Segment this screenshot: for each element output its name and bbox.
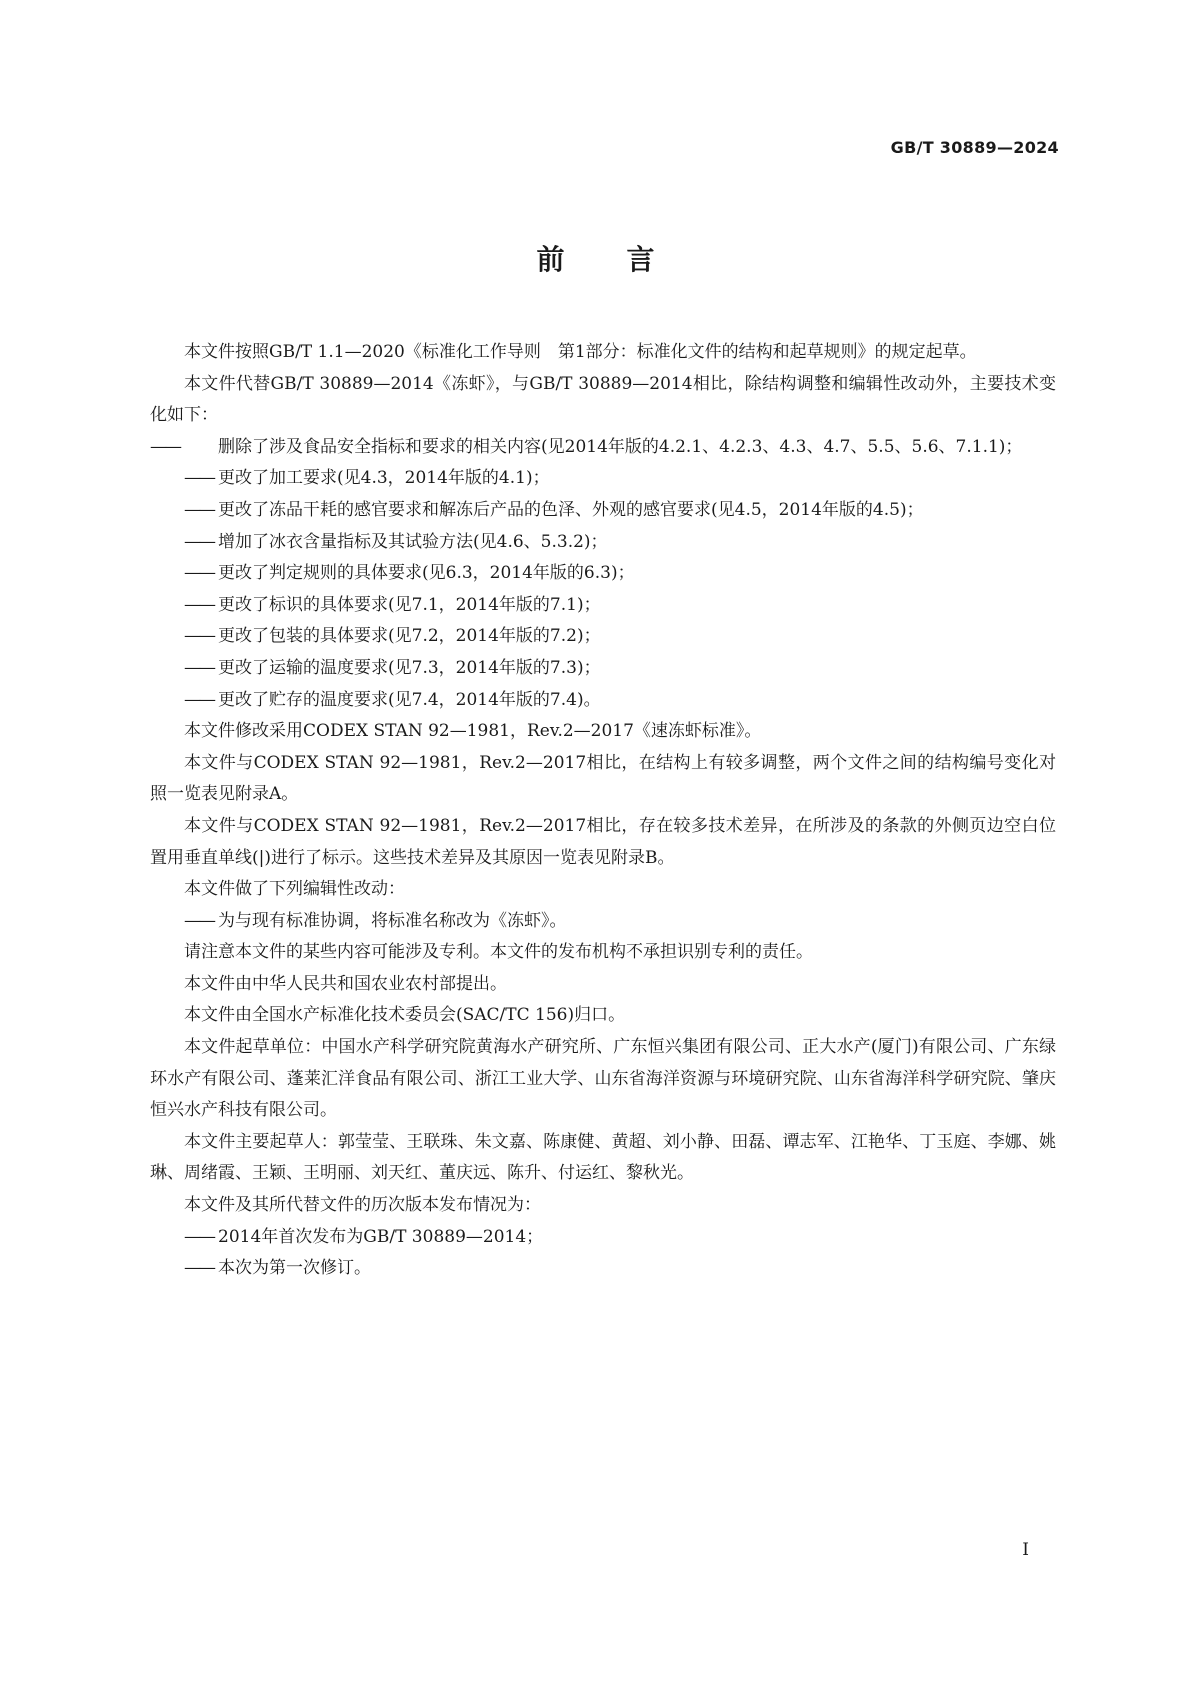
paragraph-drafting-rule: 本文件按照GB/T 1.1—2020《标准化工作导则 第1部分：标准化文件的结构和起草规则》的规定起草。 [184,342,977,362]
change-text: 更改了包装的具体要求(见7.2，2014年版的7.2)； [218,626,601,647]
dash-marker: —— [184,594,214,615]
paragraph-technical-diff: 本文件与CODEX STAN 92—1981，Rev.2—2017相比，存在较多技术差异，在所涉及的条款的外侧页边空白位置用垂直单线(|)进行了标示。这些技术差异及其原因一览表见附录B。 [150,815,1056,868]
change-text: 更改了加工要求(见4.3，2014年版的4.1)； [218,468,550,489]
paragraph-drafting-units: 本文件起草单位：中国水产科学研究院黄海水产研究所、广东恒兴集团有限公司、正大水产(厦门)有限公司、广东绿环水产有限公司、蓬莱汇洋食品有限公司、浙江工业大学、山东省海洋资源与环境研究院、山东省海洋科学研究院、肇庆恒兴水产科技有限公司。 [150,1037,1056,1121]
dash-marker: —— [184,1258,214,1279]
history-item [150,1222,1056,1254]
dash-marker: —— [184,657,214,678]
change-text: 更改了贮存的温度要求(见7.4，2014年版的7.4)。 [218,689,601,710]
change-item [150,527,1056,559]
dash-marker: —— [184,689,214,710]
dash-marker: —— [184,531,214,552]
dash-marker: —— [150,436,180,457]
dash-marker: —— [184,910,214,931]
change-item [150,463,1056,495]
change-item [150,685,1056,717]
paragraph-replaces: 本文件代替GB/T 30889—2014《冻虾》，与GB/T 30889—2014相比，除结构调整和编辑性改动外，主要技术变化如下： [150,373,1056,426]
change-text: 更改了标识的具体要求(见7.1，2014年版的7.1)； [218,594,601,615]
history-text: 2014年首次发布为GB/T 30889—2014； [218,1226,544,1247]
dash-marker: —— [184,563,214,584]
change-item [150,432,1056,464]
paragraph-structure-diff: 本文件与CODEX STAN 92—1981，Rev.2—2017相比，在结构上有较多调整，两个文件之间的结构编号变化对照一览表见附录A。 [150,752,1056,805]
change-text: 删除了涉及食品安全指标和要求的相关内容(见2014年版的4.2.1、4.2.3、4.3、4.7、5.5、5.6、7.1.1)； [218,436,1023,457]
paragraph-proposer: 本文件由中华人民共和国农业农村部提出。 [184,973,507,994]
change-text: 增加了冰衣含量指标及其试验方法(见4.6、5.3.2)； [218,531,608,552]
history-text: 本次为第一次修订。 [218,1258,371,1279]
paragraph-adoption: 本文件修改采用CODEX STAN 92—1981，Rev.2—2017《速冻虾标准》。 [184,721,762,742]
paragraph-drafters: 本文件主要起草人：郭莹莹、王联珠、朱文嘉、陈康健、黄超、刘小静、田磊、谭志军、江艳华、丁玉庭、李娜、姚琳、周绪霞、王颖、王明丽、刘天红、董庆远、陈升、付运红、黎秋光。 [150,1131,1056,1184]
history-item [150,1253,1056,1285]
dash-marker: —— [184,468,214,489]
foreword-body [150,337,1056,1285]
change-item [150,558,1056,590]
page-number: I [1022,1540,1029,1560]
dash-marker: —— [184,1226,214,1247]
paragraph-committee: 本文件由全国水产标准化技术委员会(SAC/TC 156)归口。 [184,1005,626,1026]
change-item [150,653,1056,685]
dash-marker: —— [184,499,214,520]
dash-marker: —— [184,626,214,647]
change-item [150,590,1056,622]
change-item [150,621,1056,653]
change-text: 更改了判定规则的具体要求(见6.3，2014年版的6.3)； [218,563,635,584]
page-title [0,238,1191,278]
title-text: 前言 [536,243,717,276]
change-item [150,495,1056,527]
editorial-change-text: 为与现有标准协调，将标准名称改为《冻虾》。 [218,910,567,931]
change-text: 更改了运输的温度要求(见7.3，2014年版的7.3)； [218,657,601,678]
change-text: 更改了冻品干耗的感官要求和解冻后产品的色泽、外观的感官要求(见4.5，2014年版的4.5)； [218,499,924,520]
editorial-change-item [150,906,1056,938]
paragraph-patent-notice: 请注意本文件的某些内容可能涉及专利。本文件的发布机构不承担识别专利的责任。 [184,942,813,963]
paragraph-editorial-changes: 本文件做了下列编辑性改动： [184,879,405,900]
standard-code: GB/T 30889—2024 [890,138,1059,157]
paragraph-history-intro: 本文件及其所代替文件的历次版本发布情况为： [184,1195,541,1216]
